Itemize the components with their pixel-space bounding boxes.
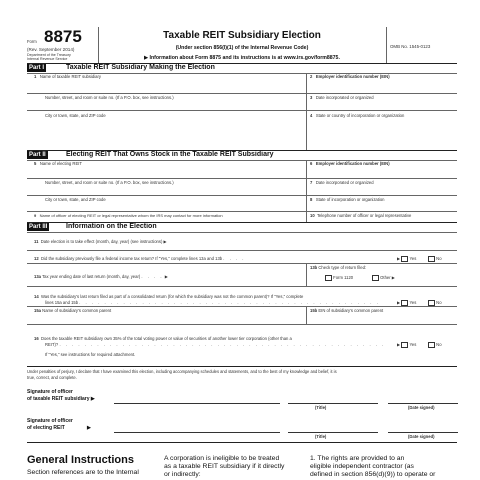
line14-yes-label: Yes — [409, 300, 417, 306]
form1120-label: Form 1120 — [333, 275, 354, 281]
instructions-col2-line3: or indirectly: — [164, 471, 201, 478]
line1-text: Name of taxable REIT subsidiary — [39, 74, 101, 79]
line16-text-cont: REIT)? — [45, 342, 59, 347]
instructions-col2-line1: A corporation is ineligible to be treated — [164, 455, 280, 462]
sig1-signature-line[interactable] — [114, 403, 280, 404]
line16-no-label: No — [436, 342, 442, 348]
line2-text: Employer identification number (EIN) — [315, 74, 390, 79]
line11-text: Date election is to take effect (month, day, year) (see instructions) ▶ — [40, 239, 167, 244]
sig2-title-line[interactable] — [288, 432, 378, 433]
line13b-text: Check type of return filed: — [318, 265, 367, 270]
line14-text: Was the subsidiary's last return filed as part of a consolidated return (for which the subsidiary was not the common parent)? If "Yes," complete — [41, 294, 304, 299]
line13a-label: 13a Tax year ending date of last return (month, day, year) . . . . ▶ — [34, 274, 168, 279]
sig2-label-b: of electing REIT — [27, 425, 65, 431]
line12-yes-checkbox[interactable] — [401, 256, 408, 262]
line3-label: 3 Date incorporated or organized — [310, 95, 374, 100]
form-revision: (Rev. September 2014) — [27, 47, 75, 52]
form-subtitle: (Under section 856(l)(1) of the Internal Revenue Code) — [175, 45, 309, 51]
sig2-label-a: Signature of officer — [27, 418, 73, 424]
sig1-label-a: Signature of officer — [27, 389, 73, 395]
line14-no-label: No — [436, 300, 442, 306]
perjury-statement: Under penalties of perjury, I declare that I have examined this election, including accompanying schedules and statements, and to the best of my knowledge and belief, it is — [27, 369, 337, 374]
form1120-checkbox[interactable] — [325, 275, 332, 281]
dept-treasury: Department of the Treasury — [27, 53, 71, 57]
line12-label: 12 Did the subsidiary previously file a federal income tax return? If "Yes," complete lines 13a and 13b . . . . — [34, 256, 246, 261]
sig2-date-label: (Date signed) — [408, 434, 435, 439]
sig1-date-label: (Date signed) — [408, 405, 435, 410]
line16-text2: REIT)? . . . . . . . . . . . . . . . . . . . . . . . . . . . . . . . . . . . . . . . . . . . . . . . . . . . . — [45, 342, 386, 347]
line3-text: Date incorporated or organized — [315, 95, 374, 100]
line16-note: If "Yes," see instructions for required attachment. — [45, 352, 136, 357]
line12-yes-label: Yes — [409, 256, 417, 262]
part2-tag: Part II — [29, 152, 46, 158]
line10-text: Telephone number of officer or legal representative — [316, 213, 412, 218]
line15b-label: 15b EIN of subsidiary's common parent — [310, 308, 384, 313]
form-title: Taxable REIT Subsidiary Election — [163, 30, 321, 41]
line7-label: 7 Date incorporated or organized — [310, 180, 374, 185]
line13a-text: Tax year ending date of last return (month, day, year) — [42, 274, 141, 279]
line6-label: 6 Employer identification number (EIN) — [310, 161, 390, 166]
other-option[interactable] — [372, 275, 395, 281]
instructions-heading: General Instructions — [27, 454, 134, 466]
part1-title: Taxable REIT Subsidiary Making the Election — [66, 64, 215, 71]
part2-title: Electing REIT That Owns Stock in the Taxable REIT Subsidiary — [66, 151, 274, 158]
sig2-title-label: (Title) — [315, 434, 327, 439]
line9-text: Name of officer of electing REIT or legal representative whom the IRS may contact for more information — [39, 213, 223, 218]
line14-yes[interactable]: ▶ Yes — [397, 300, 417, 306]
form-info-text: Information about Form 8875 and its instructions is at www.irs.gov/form8875. — [149, 55, 340, 61]
form-prefix: Form — [27, 39, 37, 44]
line8-label: 8 State of incorporation or organization — [310, 197, 385, 202]
perjury-statement-cont: true, correct, and complete. — [27, 375, 77, 380]
instructions-col1: Section references are to the Internal — [27, 469, 139, 476]
line14-text2: lines 15a and 15b . . . . . . . . . . . . . . . . . . . . . . . . . . . . . . . . . . . . . . . . . . . . . . . . — [45, 300, 380, 305]
part1-street-label: Number, street, and room or suite no. (If a P.O. box, see instructions.) — [45, 95, 174, 100]
line12-yes[interactable]: ▶ Yes — [397, 256, 417, 262]
line16-no-checkbox[interactable] — [428, 342, 435, 348]
form-number: 8875 — [44, 27, 82, 46]
omb-number: OMB No. 1545-0123 — [390, 44, 431, 49]
line14-label: 14 Was the subsidiary's last return filed as part of a consolidated return (for which the subsidiary was not the common parent)? If "Yes," complete — [34, 294, 304, 299]
sig2-signature-line[interactable] — [114, 432, 280, 433]
part3-tag: Part III — [29, 224, 48, 230]
line16-no[interactable] — [428, 342, 442, 348]
sig1-title-label: (Title) — [315, 405, 327, 410]
line5-label: 5 Name of electing REIT — [34, 161, 82, 166]
part2-street-label: Number, street, and room or suite no. (If a P.O. box, see instructions.) — [45, 180, 174, 185]
line12-no-checkbox[interactable] — [428, 256, 435, 262]
line12-text: Did the subsidiary previously file a federal income tax return? If "Yes," complete lines 13a and 13b — [41, 256, 223, 261]
form1120-option[interactable] — [325, 275, 353, 281]
instructions-col3-line1: 1. The rights are provided to an — [310, 455, 405, 462]
line4-label: 4 State or country of incorporation or organization — [310, 113, 405, 118]
part2-city-label: City or town, state, and ZIP code — [45, 197, 106, 202]
line15a-label: 15a Name of subsidiary's common parent — [34, 308, 112, 313]
part3-title: Information on the Election — [66, 223, 157, 230]
other-label: Other ▶ — [380, 275, 396, 281]
instructions-col3-line3: defined in section 856(d)(9)) to operate or — [310, 471, 436, 478]
sig2-arrow-icon: ▶ — [87, 425, 91, 431]
line12-no-label: No — [436, 256, 442, 262]
line8-text: State of incorporation or organization — [315, 197, 385, 202]
part1-tag: Part I — [29, 65, 45, 71]
line15b-text: EIN of subsidiary's common parent — [318, 308, 384, 313]
instructions-col2-line2: as a taxable REIT subsidiary if it directly — [164, 463, 285, 470]
line1-label: 1 Name of taxable REIT subsidiary — [34, 74, 101, 79]
line2-label: 2 Employer identification number (EIN) — [310, 74, 390, 79]
line15a-text: Name of subsidiary's common parent — [42, 308, 112, 313]
line16-text: Does the taxable REIT subsidiary own 35% of the total voting power or value of securities of another lower tier corporation (other than a — [41, 336, 292, 341]
line4-text: State or country of incorporation or organization — [315, 113, 405, 118]
line12-no[interactable] — [428, 256, 442, 262]
line11-label: 11 Date election is to take effect (month, day, year) (see instructions) ▶ — [34, 239, 167, 244]
form-info-line: ▶ Information about Form 8875 and its instructions is at www.irs.gov/form8875. — [144, 55, 340, 61]
line9-label: 9 Name of officer of electing REIT or legal representative whom the IRS may contact for more information — [34, 213, 223, 218]
sig2-date-line[interactable] — [388, 432, 458, 433]
dept-irs: Internal Revenue Service — [27, 57, 68, 61]
other-checkbox[interactable] — [372, 275, 379, 281]
line6-text: Employer identification number (EIN) — [315, 161, 390, 166]
sig1-label-b: of taxable REIT subsidiary ▶ — [27, 396, 95, 402]
line14-text-cont: lines 15a and 15b — [45, 300, 79, 305]
sig1-title-line[interactable] — [288, 403, 378, 404]
part1-city-label: City or town, state, and ZIP code — [45, 113, 106, 118]
sig1-date-line[interactable] — [388, 403, 458, 404]
line16-yes[interactable]: ▶ Yes — [397, 342, 417, 348]
line16-label: 16 Does the taxable REIT subsidiary own 35% of the total voting power or value of securities of another lower tier corporation (other than a — [34, 336, 292, 341]
line16-yes-label: Yes — [409, 342, 417, 348]
line10-label: 10 Telephone number of officer or legal representative — [310, 213, 412, 218]
line16-yes-checkbox[interactable] — [401, 342, 408, 348]
instructions-col3-line2: eligible independent contractor (as — [310, 463, 414, 470]
line5-text: Name of electing REIT — [39, 161, 82, 166]
line13b-label: 13b Check type of return filed: — [310, 265, 367, 270]
line7-text: Date incorporated or organized — [315, 180, 374, 185]
